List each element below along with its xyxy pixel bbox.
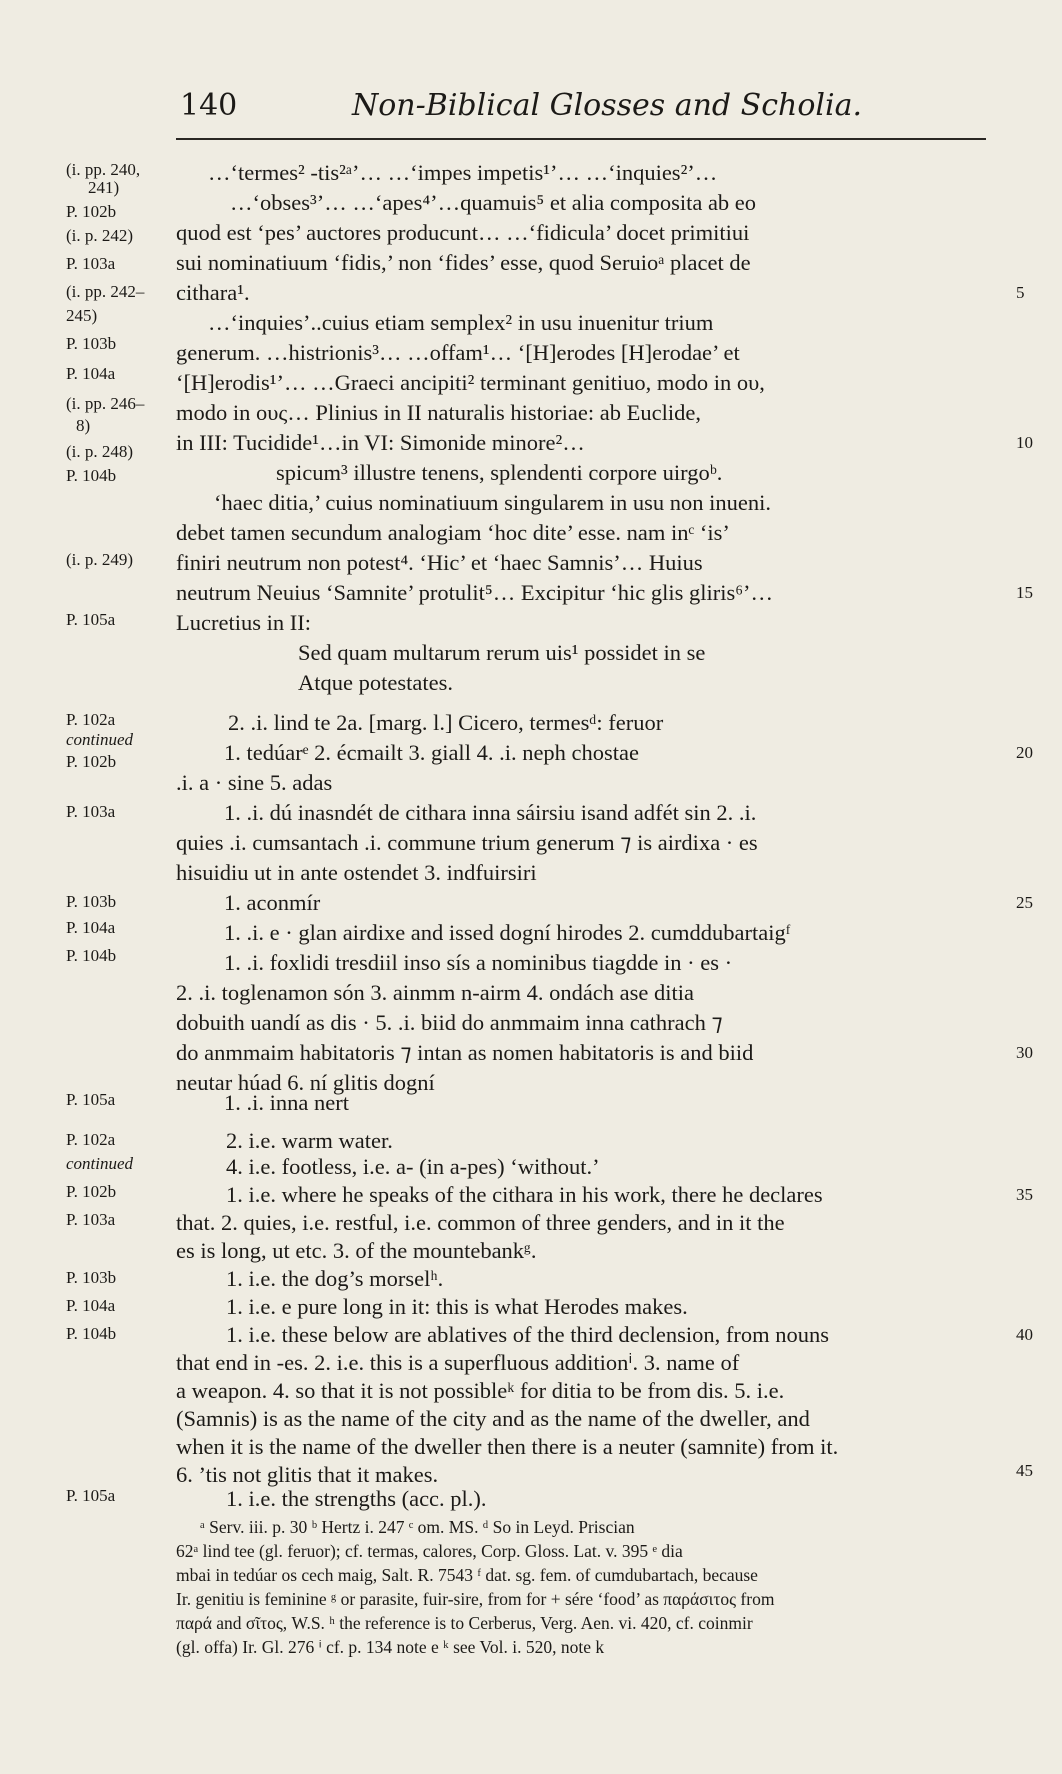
text-line: generum. …histrionis³… …offam¹… ‘[H]erodes [H]erodae’ et (176, 340, 740, 365)
gloss-line: 1. .i. foxlidi tresdiil inso sís a nominibus tiagdde in · es · (224, 950, 733, 975)
text-line: …‘inquies’..cuius etiam semplex² in usu inuenitur trium (208, 310, 714, 335)
text-line: spicum³ illustre tenens, splendenti corpore uirgoᵇ. (276, 460, 723, 485)
margin-ref: P. 103a (66, 1210, 116, 1229)
footnote-line: 62ᵃ lind tee (gl. feruor); cf. termas, calores, Corp. Gloss. Lat. v. 395 ᵉ dia (176, 1541, 683, 1561)
translation-line: 1. i.e. where he speaks of the cithara in his work, there he declares (226, 1182, 823, 1207)
margin-ref: P. 104a (66, 364, 116, 383)
gloss-line: 1. .i. inna nert (224, 1090, 349, 1115)
text-line: ‘haec ditia,’ cuius nominatiuum singularem in usu non inueni. (214, 490, 771, 515)
footnote-line: (gl. offa) Ir. Gl. 276 ⁱ cf. p. 134 note e ᵏ see Vol. i. 520, note k (176, 1637, 605, 1657)
gloss-line: hisuidiu ut in ante ostendet 3. indfuirsiri (176, 860, 537, 885)
line-number: 20 (1016, 743, 1033, 762)
gloss-line: 1. .i. e · glan airdixe and issed dogní hirodes 2. cumddubartaigᶠ (224, 920, 791, 945)
text-line: …‘obses³’… …‘apes⁴’…quamuis⁵ et alia composita ab eo (230, 190, 757, 215)
translation-line: 2. i.e. warm water. (226, 1128, 393, 1153)
text-line: neutrum Neuius ‘Samnite’ protulit⁵… Excipitur ‘hic glis gliris⁶’… (176, 580, 774, 605)
margin-ref: P. 104a (66, 1296, 116, 1315)
gloss-line: .i. a · sine 5. adas (176, 770, 333, 795)
footnote-line: παρά and σῖτος, W.S. ʰ the reference is to Cerberus, Verg. Aen. vi. 420, cf. coinmir (176, 1613, 753, 1633)
footnote-line: ᵃ Serv. iii. p. 30 ᵇ Hertz i. 247 ᶜ om. MS. ᵈ So in Leyd. Priscian (200, 1517, 635, 1537)
gloss-line: 2. .i. toglenamon són 3. ainmm n-airm 4. ondách ase ditia (176, 980, 695, 1005)
page-header (176, 84, 986, 130)
margin-ref: continued (66, 1154, 134, 1173)
margin-ref: P. 105a (66, 610, 116, 629)
gloss-line: do anmmaim habitatoris ⁊ intan as nomen habitatoris is and biid (176, 1040, 754, 1065)
line-number: 25 (1016, 893, 1033, 912)
margin-ref: (i. pp. 242– (66, 282, 145, 301)
margin-ref: P. 103b (66, 334, 117, 353)
margin-ref: (i. p. 248) (66, 442, 134, 461)
margin-ref: P. 104b (66, 946, 117, 965)
translation-line: when it is the name of the dweller then there is a neuter (samnite) from it. (176, 1434, 839, 1459)
margin-ref: P. 104b (66, 1324, 117, 1343)
margin-ref: 241) (88, 178, 120, 197)
line-number: 45 (1016, 1461, 1033, 1480)
margin-ref: (i. p. 242) (66, 226, 134, 245)
text-line: ‘[H]erodis¹’… …Graeci ancipiti² terminant genitiuo, modo in ου, (176, 370, 765, 395)
margin-ref: continued (66, 730, 134, 749)
margin-ref: P. 102b (66, 1182, 117, 1201)
margin-ref: P. 102a (66, 1130, 116, 1149)
running-title: Non-Biblical Glosses and Scholia. (352, 88, 863, 123)
gloss-line: 1. tedúarᵉ 2. écmailt 3. giall 4. .i. neph chostae (224, 740, 640, 765)
margin-ref: (i. p. 249) (66, 550, 134, 569)
margin-ref: 245) (66, 306, 98, 325)
text-line: …‘termes² -tis²ᵃ’… …‘impes impetis¹’… …‘inquies²’… (208, 160, 718, 185)
text-line: in III: Tucidide¹…in VI: Simonide minore²… (176, 430, 585, 455)
text-line: cithara¹. (176, 280, 250, 305)
translation-line: 4. i.e. footless, i.e. a- (in a-pes) ‘without.’ (226, 1154, 600, 1179)
margin-ref: P. 104b (66, 466, 117, 485)
margin-ref: (i. pp. 246– (66, 394, 145, 413)
translation-line: 1. i.e. these below are ablatives of the third declension, from nouns (226, 1322, 829, 1347)
translation-line: 6. ’tis not glitis that it makes. (176, 1462, 439, 1487)
margin-ref: P. 102b (66, 202, 117, 221)
gloss-line: neutar húad 6. ní glitis dogní (176, 1070, 435, 1095)
margin-ref: P. 103a (66, 802, 116, 821)
gloss-line: 1. aconmír (224, 890, 321, 915)
margin-ref: P. 103b (66, 1268, 117, 1287)
translation-line: es is long, ut etc. 3. of the mountebankᵍ. (176, 1238, 537, 1263)
verse-line: Sed quam multarum rerum uis¹ possidet in se (298, 640, 706, 665)
translation-line: (Samnis) is as the name of the city and as the name of the dweller, and (176, 1406, 810, 1431)
translation-line: 1. i.e. e pure long in it: this is what Herodes makes. (226, 1294, 688, 1319)
margin-ref: P. 103b (66, 892, 117, 911)
margin-ref: (i. pp. 240, (66, 160, 141, 179)
translation-line: 1. i.e. the dog’s morselʰ. (226, 1266, 444, 1291)
text-line: sui nominatiuum ‘fidis,’ non ‘fides’ esse, quod Seruioᵃ placet de (176, 250, 751, 275)
gloss-line: 1. .i. dú inasndét de cithara inna sáirsiu isand adfét sin 2. .i. (224, 800, 757, 825)
text-line: Lucretius in II: (176, 610, 311, 635)
text-line: quod est ‘pes’ auctores producunt… …‘fidicula’ docet primitiui (176, 220, 750, 245)
line-number: 35 (1016, 1185, 1033, 1204)
translation-line: that. 2. quies, i.e. restful, i.e. common of three genders, and in it the (176, 1210, 785, 1235)
text-line: finiri neutrum non potest⁴. ‘Hic’ et ‘haec Samnis’… Huius (176, 550, 703, 575)
footnote-line: Ir. genitiu is feminine ᵍ or parasite, fuir-sire, from for + sére ‘food’ as παράσιτος from (176, 1589, 775, 1609)
margin-ref: 8) (76, 416, 91, 435)
gloss-line: 2. .i. lind te 2a. [marg. l.] Cicero, termesᵈ: feruor (228, 710, 664, 735)
line-number: 15 (1016, 583, 1033, 602)
text-line: debet tamen secundum analogiam ‘hoc dite’ esse. nam inᶜ ‘is’ (176, 520, 730, 545)
margin-ref: P. 102b (66, 752, 117, 771)
page-number: 140 (180, 88, 238, 123)
margin-ref: P. 102a (66, 710, 116, 729)
gloss-line: quies .i. cumsantach .i. commune trium generum ⁊ is airdixa · es (176, 830, 758, 855)
text-line: modo in ους… Plinius in II naturalis historiae: ab Euclide, (176, 400, 701, 425)
translation-line: a weapon. 4. so that it is not possibleᵏ for ditia to be from dis. 5. i.e. (176, 1378, 785, 1403)
translation-line: that end in -es. 2. i.e. this is a superfluous additionⁱ. 3. name of (176, 1350, 740, 1375)
margin-ref: P. 105a (66, 1486, 116, 1505)
footnote-line: mbai in tedúar os cech maig, Salt. R. 7543 ᶠ dat. sg. fem. of cumdubartach, because (176, 1565, 758, 1585)
margin-ref: P. 105a (66, 1090, 116, 1109)
line-number: 30 (1016, 1043, 1033, 1062)
header-rule (176, 138, 986, 140)
line-number: 10 (1016, 433, 1033, 452)
margin-ref: P. 103a (66, 254, 116, 273)
line-number: 40 (1016, 1325, 1033, 1344)
margin-ref: P. 104a (66, 918, 116, 937)
gloss-line: dobuith uandí as dis · 5. .i. biid do anmmaim inna cathrach ⁊ (176, 1010, 723, 1035)
translation-line: 1. i.e. the strengths (acc. pl.). (226, 1486, 487, 1511)
line-number: 5 (1016, 283, 1025, 302)
verse-line: Atque potestates. (298, 670, 453, 695)
